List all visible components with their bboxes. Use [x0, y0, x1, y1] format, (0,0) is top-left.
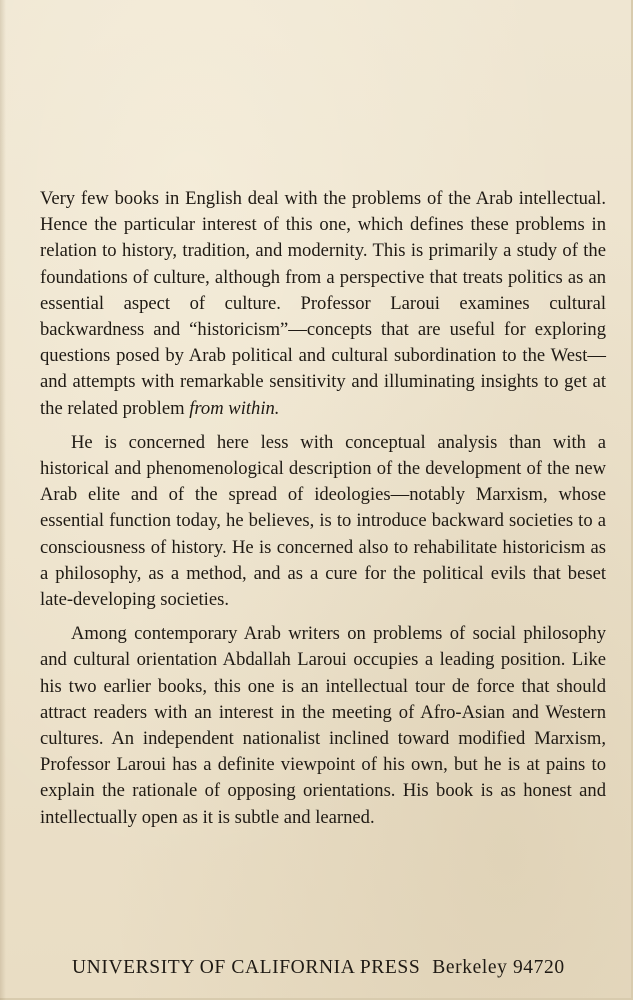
blurb-paragraph-2: He is concerned here less with conceptual analysis than with a historical and phenomenological description of the development of the new Arab elite and of the spread of ideologies—notably Marxism, whose essential function today, he believes, is to introduce backward societies to a consciousness of history. He is concerned also to rehabilitate historicism as a philosophy, as a method, and as a cure for the political evils that beset late-developing societies.: [40, 431, 606, 611]
blurb-paragraph-1: [40, 186, 606, 422]
publisher-location: Berkeley 94720: [432, 957, 565, 978]
blurb-paragraph-3: Among contemporary Arab writers on problems of social philosophy and cultural orientation Abdallah Laroui occupies a leading position. Like his two earlier books, this one is an intellectual tour de force that should attract readers with an interest in the meeting of Afro-Asian and Western cultures. An independent nationalist inclined toward modified Marxism, Professor Laroui has a definite viewpoint of his own, but he is at pains to explain the rationale of opposing orientations. His book is as honest and intellectually open as it is subtle and learned.: [40, 623, 606, 828]
blurb-paragraph-1-text: Very few books in English deal with the problems of the Arab intellectual. Hence the particular interest of this one, which defines these problems in relation to history, tradition, and modernity. This is primarily a study of the foundations of culture, although from a perspective that treats politics as an essential aspect of culture. Professor Laroui examines cultural backwardness and “historicism”—concepts that are useful for exploring questions posed by Arab political and cultural subordination to the West—and attempts with remarkable sensitivity and illuminating insights to get at the related problem: [40, 188, 606, 419]
blurb-emphasis: from within.: [189, 397, 280, 419]
spine-shadow: [0, 0, 6, 1000]
publisher-imprint: [72, 957, 592, 979]
cover-blurb: [40, 186, 606, 839]
publisher-name: UNIVERSITY OF CALIFORNIA PRESS: [72, 957, 421, 978]
